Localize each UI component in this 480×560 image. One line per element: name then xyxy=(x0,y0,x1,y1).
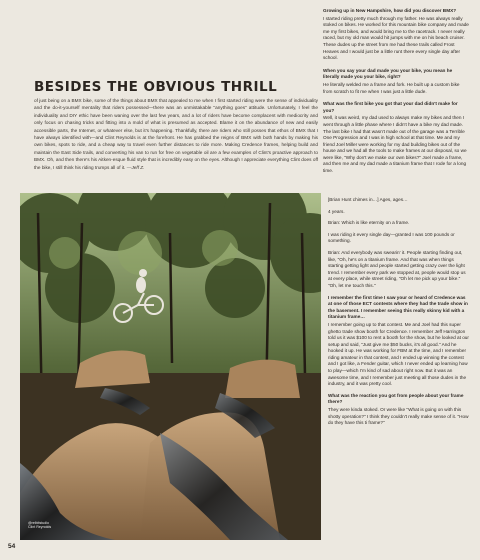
photo-credit xyxy=(28,521,51,530)
intro-text: of just being on a BMX bike, some of the things about BMX that appealed to me when I first started riding were the sense of individuality and the do-it-yourself mentality that riders possessed—there was an unmistakable "anything goes" attitude. Unfortunately, I feel the individuality and DIY ethic have been waning over the last few years, and a lot of riders have become complacent with mediocrity and only focus on chasing tricks and fitting into a mold of what is presumed as accepted. Blame it on the abundance of new and easily accessible parts, the Internet, or whatever else, but it's happening. Thankfully, there are riders who still posses that ethos of BMX that I have always identified with—and Clint Reynolds is at the forefront. He has grabbed the reigns of BMX with both hands by making his own bikes, spots to ride, and a cheap way to travel even further distances to ride more. Making Credence frames, helping build and maintain the East Side trails, and converting his van to run for free on vegetable oil are a few examples of Clint's proactive approach to BMX. Oh, and then there's his Aitken-esque fluid style that is incredibly easy on the eyes. Although I appreciate everything Clint does off the bike, I still think his riding trumps all of it. xyxy=(34,98,318,170)
qa-block xyxy=(323,101,469,175)
dirt-jump-photo-illustration xyxy=(20,193,321,540)
interview-question: What was the reaction you got from people about your frame there? xyxy=(328,392,464,405)
qa-block xyxy=(323,68,469,95)
interview-paragraph: They were kinda stoked. Or were like "What is going on with this shotty operation?" I think they couldn't really make sense of it. "How do they have this ti frame?" xyxy=(328,407,469,426)
interview-paragraph: 4 years. xyxy=(328,208,345,214)
interview-paragraph: I was riding it every single day—granted I was 100 pounds or something. xyxy=(328,231,455,244)
page-number: 54 xyxy=(8,543,16,550)
author-signature: —Jeff Z. xyxy=(126,164,145,170)
article-intro xyxy=(34,97,318,171)
interview-paragraph: Brian: Which is like eternity on a frame. xyxy=(328,220,410,226)
interview-answer: I started riding pretty much through my father. He was always really stoked on bikes. He worked for this mountain bike company and made me my first bikes, and would bring me to the racetrack. I never really raced, but my old man would hit jumps with me on his beach cruiser. These dudes up the street from me had these trails called Frost Heaves and I would just be a little runt there every single day after school. xyxy=(323,15,469,61)
interview-question: What was the first bike you got that your dad didn't make for you? xyxy=(323,101,458,113)
interview-answer: He literally welded me a frame and fork. He built up a custom bike from scratch to fit me when I was just a little dude. xyxy=(323,81,460,94)
riding-photo xyxy=(20,193,321,540)
interview-column-bottom xyxy=(328,197,470,432)
interview-paragraph: I remember going up to that contest. Me and Joel had this super ghetto trade show booth for Credence. I remember Jeff Harrington told us it was $100 to rent a booth for the show, but he looked at our setup and said, "Just give me $50 bucks, it's all good." And he hooked it up. He was working for FBM at the time, and I remember riding amateur in that contest, and I ended up winning the contest and I got like, a Fender guitar, which I never ended up learning how to play—which I'm kind of sad about right now. But it was an awesome time, and I remember just meeting all those dudes in the industry, and it was pretty cool. xyxy=(328,321,469,387)
interview-answer: Well, it was weird, my dad used to always make my bikes and then I went through a little phase where I didn't have a bike my dad made. The last bike I had that wasn't made out of the garage was a Terrible One Progression and I was in high school at that time. Me and my friend Joel Miller were working for my dad building bikes out of the house and we had all the tools to make frames at our disposal, so we were like, "Why don't we make our own bikes?" Joel made a frame, and then me and my dad made a titanium frame that I rode for a long time. xyxy=(323,115,467,174)
interview-question: I remember the first time I saw your or heard of Credence was at one of those ECT contests where they had the trade show in the basement. I remember seeing this really skinny kid with a titanium frame… xyxy=(328,294,468,320)
interview-question: Growing up in New Hampshire, how did you discover BMX? xyxy=(323,8,457,13)
interview-question: When you say your dad made you your bike, you mean he literally made you your bike, right? xyxy=(323,67,453,80)
credit-name: Clint Reynolds xyxy=(28,525,52,530)
qa-block xyxy=(323,8,469,62)
article-headline: BESIDES THE OBVIOUS THRILL xyxy=(34,79,278,95)
interview-paragraph: [Brian Hunt chimes in…] Ages, ages… xyxy=(328,197,408,202)
interview-column-top xyxy=(323,8,469,181)
interview-paragraph: Brian: And everybody was swearin' it. People starting finding out, like, "Oh, he's on a titanium frame. And that was when things starting getting light and people started getting crazy over the light trend. I remember every park we stopped at, people would stop us at every place, while street riding, "Oh let me pick up your bike." "Oh, let me touch this." xyxy=(328,249,466,288)
credit-handle: @relbitstudio xyxy=(28,521,50,525)
